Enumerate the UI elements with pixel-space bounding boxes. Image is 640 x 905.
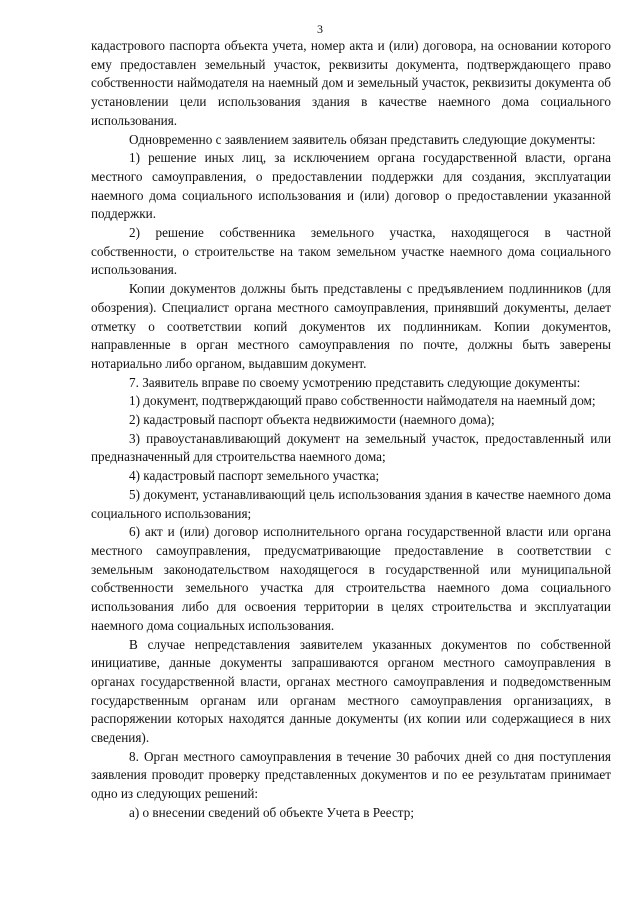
section-7-heading: 7. Заявитель вправе по своему усмотрению представить следующие документы: [129,374,581,390]
list-item: 4) кадастровый паспорт земельного участка; [129,468,380,484]
body-text [91,37,611,823]
list-item: 2) кадастровый паспорт объекта недвижимости (наемного дома); [129,412,495,428]
paragraph: Копии документов должны быть представлены с предъявлением подлинников (для обозрения). Специалист органа местного самоуправления, принявший документы, делает отметку о соответствии копий документов их подлинникам. Копии документов, направленные в орган местного самоуправления по почте, должны быть заверены нотариально либо органом, выдавшим документ. [91,281,611,371]
list-item: 3) правоустанавливающий документ на земельный участок, предоставленный или предназначенный для строительства наемного дома; [91,430,611,465]
list-item: 1) документ, подтверждающий право собственности наймодателя на наемный дом; [129,393,596,409]
list-item: 1) решение иных лиц, за исключением органа государственной власти, органа местного самоуправления, о предоставлении поддержки для создания, эксплуатации наемного дома социального использования и (или) договор о предоставлении указанной поддержки. [91,150,611,222]
paragraph: Одновременно с заявлением заявитель обязан представить следующие документы: [129,131,596,147]
paragraph: В случае непредставления заявителем указанных документов по собственной инициативе, данные документы запрашиваются органом местного самоуправления в органах государственной власти, органах местного самоуправления и подведомственным государственным органам или органам местного самоуправления организациях, в распоряжении которых находятся данные документы (их копии или содержащиеся в них сведения). [91,636,611,746]
page-number: 3 [317,22,323,36]
list-item: а) о внесении сведений об объекте Учета в Реестр; [129,804,414,820]
paragraph-continuation: кадастрового паспорта объекта учета, номер акта и (или) договора, на основании которого ему предоставлен земельный участок, реквизиты документа, подтверждающего право собственности наймодателя на наемный дом и земельный участок, реквизиты документа об установлении цели использования здания в качестве наемного дома социального использования. [91,38,611,128]
list-item: 6) акт и (или) договор исполнительного органа государственной власти или органа местного самоуправления, предусматривающие предоставление в соответствии с земельным законодательством находящегося в государственной или муниципальной собственности земельного участка для строительства наемного дома социального использования либо для освоения территории в целях строительства и эксплуатации наемного дома социальных использования. [91,524,611,633]
section-8-heading: 8. Орган местного самоуправления в течение 30 рабочих дней со дня поступления заявления проводит проверку представленных документов и по ее результатам принимает одно из следующих решений: [91,748,611,802]
list-item: 5) документ, устанавливающий цель использования здания в качестве наемного дома социального использования; [91,486,611,521]
list-item: 2) решение собственника земельного участка, находящегося в частной собственности, о строительстве на таком земельном участке наемного дома социального использования. [91,225,611,278]
